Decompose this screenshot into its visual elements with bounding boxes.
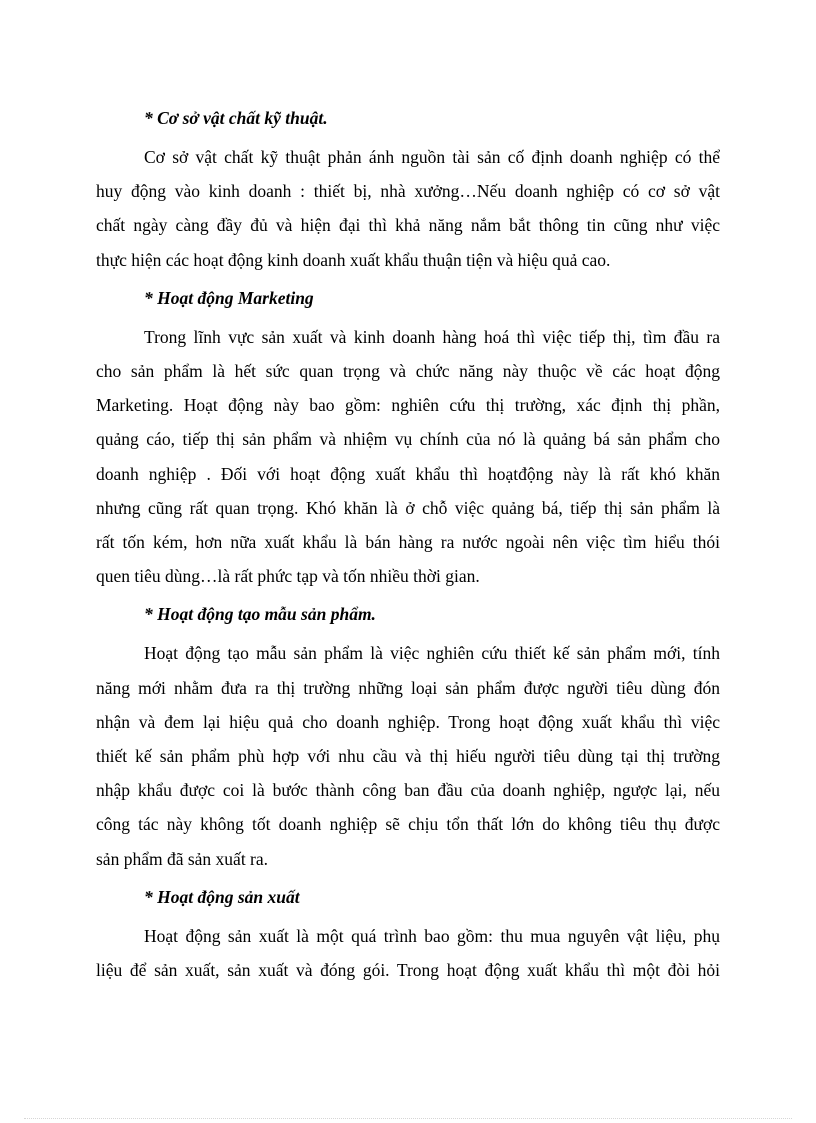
text-line: nhận và đem lại hiệu quả cho doanh nghiệp. Trong hoạt động xuất khẩu thì việc [96,711,720,732]
heading-hoat-dong-tao-mau: * Hoạt động tạo mẫu sản phẩm. [144,604,376,625]
text-line: Trong lĩnh vực sản xuất và kinh doanh hàng hoá thì việc tiếp thị, tìm đầu ra [144,326,720,347]
text-line: nhưng cũng rất quan trọng. Khó khăn là ở chỗ việc quảng bá, tiếp thị sản phẩm là [96,497,720,518]
text-line: rất tốn kém, hơn nữa xuất khẩu là bán hàng ra nước ngoài nên việc tìm hiểu thói [96,532,720,553]
text-line: Hoạt động sản xuất là một quá trình bao gồm: thu mua nguyên vật liệu, phụ [144,925,720,946]
paragraph-hoat-dong-tao-mau [96,636,720,875]
text-line: quen tiêu dùng…là rất phức tạp và tốn nhiều thời gian. [96,566,480,587]
paragraph-hoat-dong-marketing [96,320,720,594]
paragraph-hoat-dong-san-xuat [96,919,720,987]
paragraph-co-so-vat-chat [96,140,720,277]
text-line: công tác này không tốt doanh nghiệp sẽ chịu tổn thất lớn do không tiêu thụ được [96,814,720,835]
text-line: huy động vào kinh doanh : thiết bị, nhà xưởng…Nếu doanh nghiệp có cơ sở vật [96,181,720,202]
heading-hoat-dong-marketing: * Hoạt động Marketing [144,287,314,308]
text-line: Hoạt động tạo mẫu sản phẩm là việc nghiên cứu thiết kế sản phẩm mới, tính [144,643,720,664]
text-line: sản phẩm đã sản xuất ra. [96,848,269,869]
text-line: doanh nghiệp . Đối với hoạt động xuất khẩu thì hoạtđộng này là rất khó khăn [96,463,720,484]
text-line: thiết kế sản phẩm phù hợp với nhu cầu và thị hiếu người tiêu dùng tại thị trường [96,746,720,767]
heading-co-so-vat-chat: * Cơ sở vật chất kỹ thuật. [144,108,328,128]
text-line: năng mới nhằm đưa ra thị trường những loại sản phẩm được người tiêu dùng đón [96,677,720,698]
text-line: cho sản phẩm là hết sức quan trọng và chức năng này thuộc về các hoạt động [96,361,720,382]
text-line: thực hiện các hoạt động kinh doanh xuất khẩu thuận tiện và hiệu quả cao. [96,249,611,270]
text-line: Cơ sở vật chất kỹ thuật phản ánh nguồn tài sản cố định doanh nghiệp có thể [144,147,720,167]
text-line: Marketing. Hoạt động này bao gồm: nghiên cứu thị trường, xác định thị phần, [96,395,720,416]
text-line: nhập khẩu được coi là bước thành công ban đầu của doanh nghiệp, ngược lại, nếu [96,780,720,801]
text-line: chất ngày càng đầy đủ và hiện đại thì khả năng nắm bắt thông tin cũng như việc [96,215,720,236]
text-line: quảng cáo, tiếp thị sản phẩm và nhiệm vụ chính của nó là quảng bá sản phẩm cho [96,429,720,450]
page-bottom-divider [24,1118,792,1119]
text-line: liệu để sản xuất, sản xuất và đóng gói. Trong hoạt động xuất khẩu thì một đòi hỏi [96,960,720,981]
heading-hoat-dong-san-xuat: * Hoạt động sản xuất [144,886,300,907]
document-body [96,101,720,987]
